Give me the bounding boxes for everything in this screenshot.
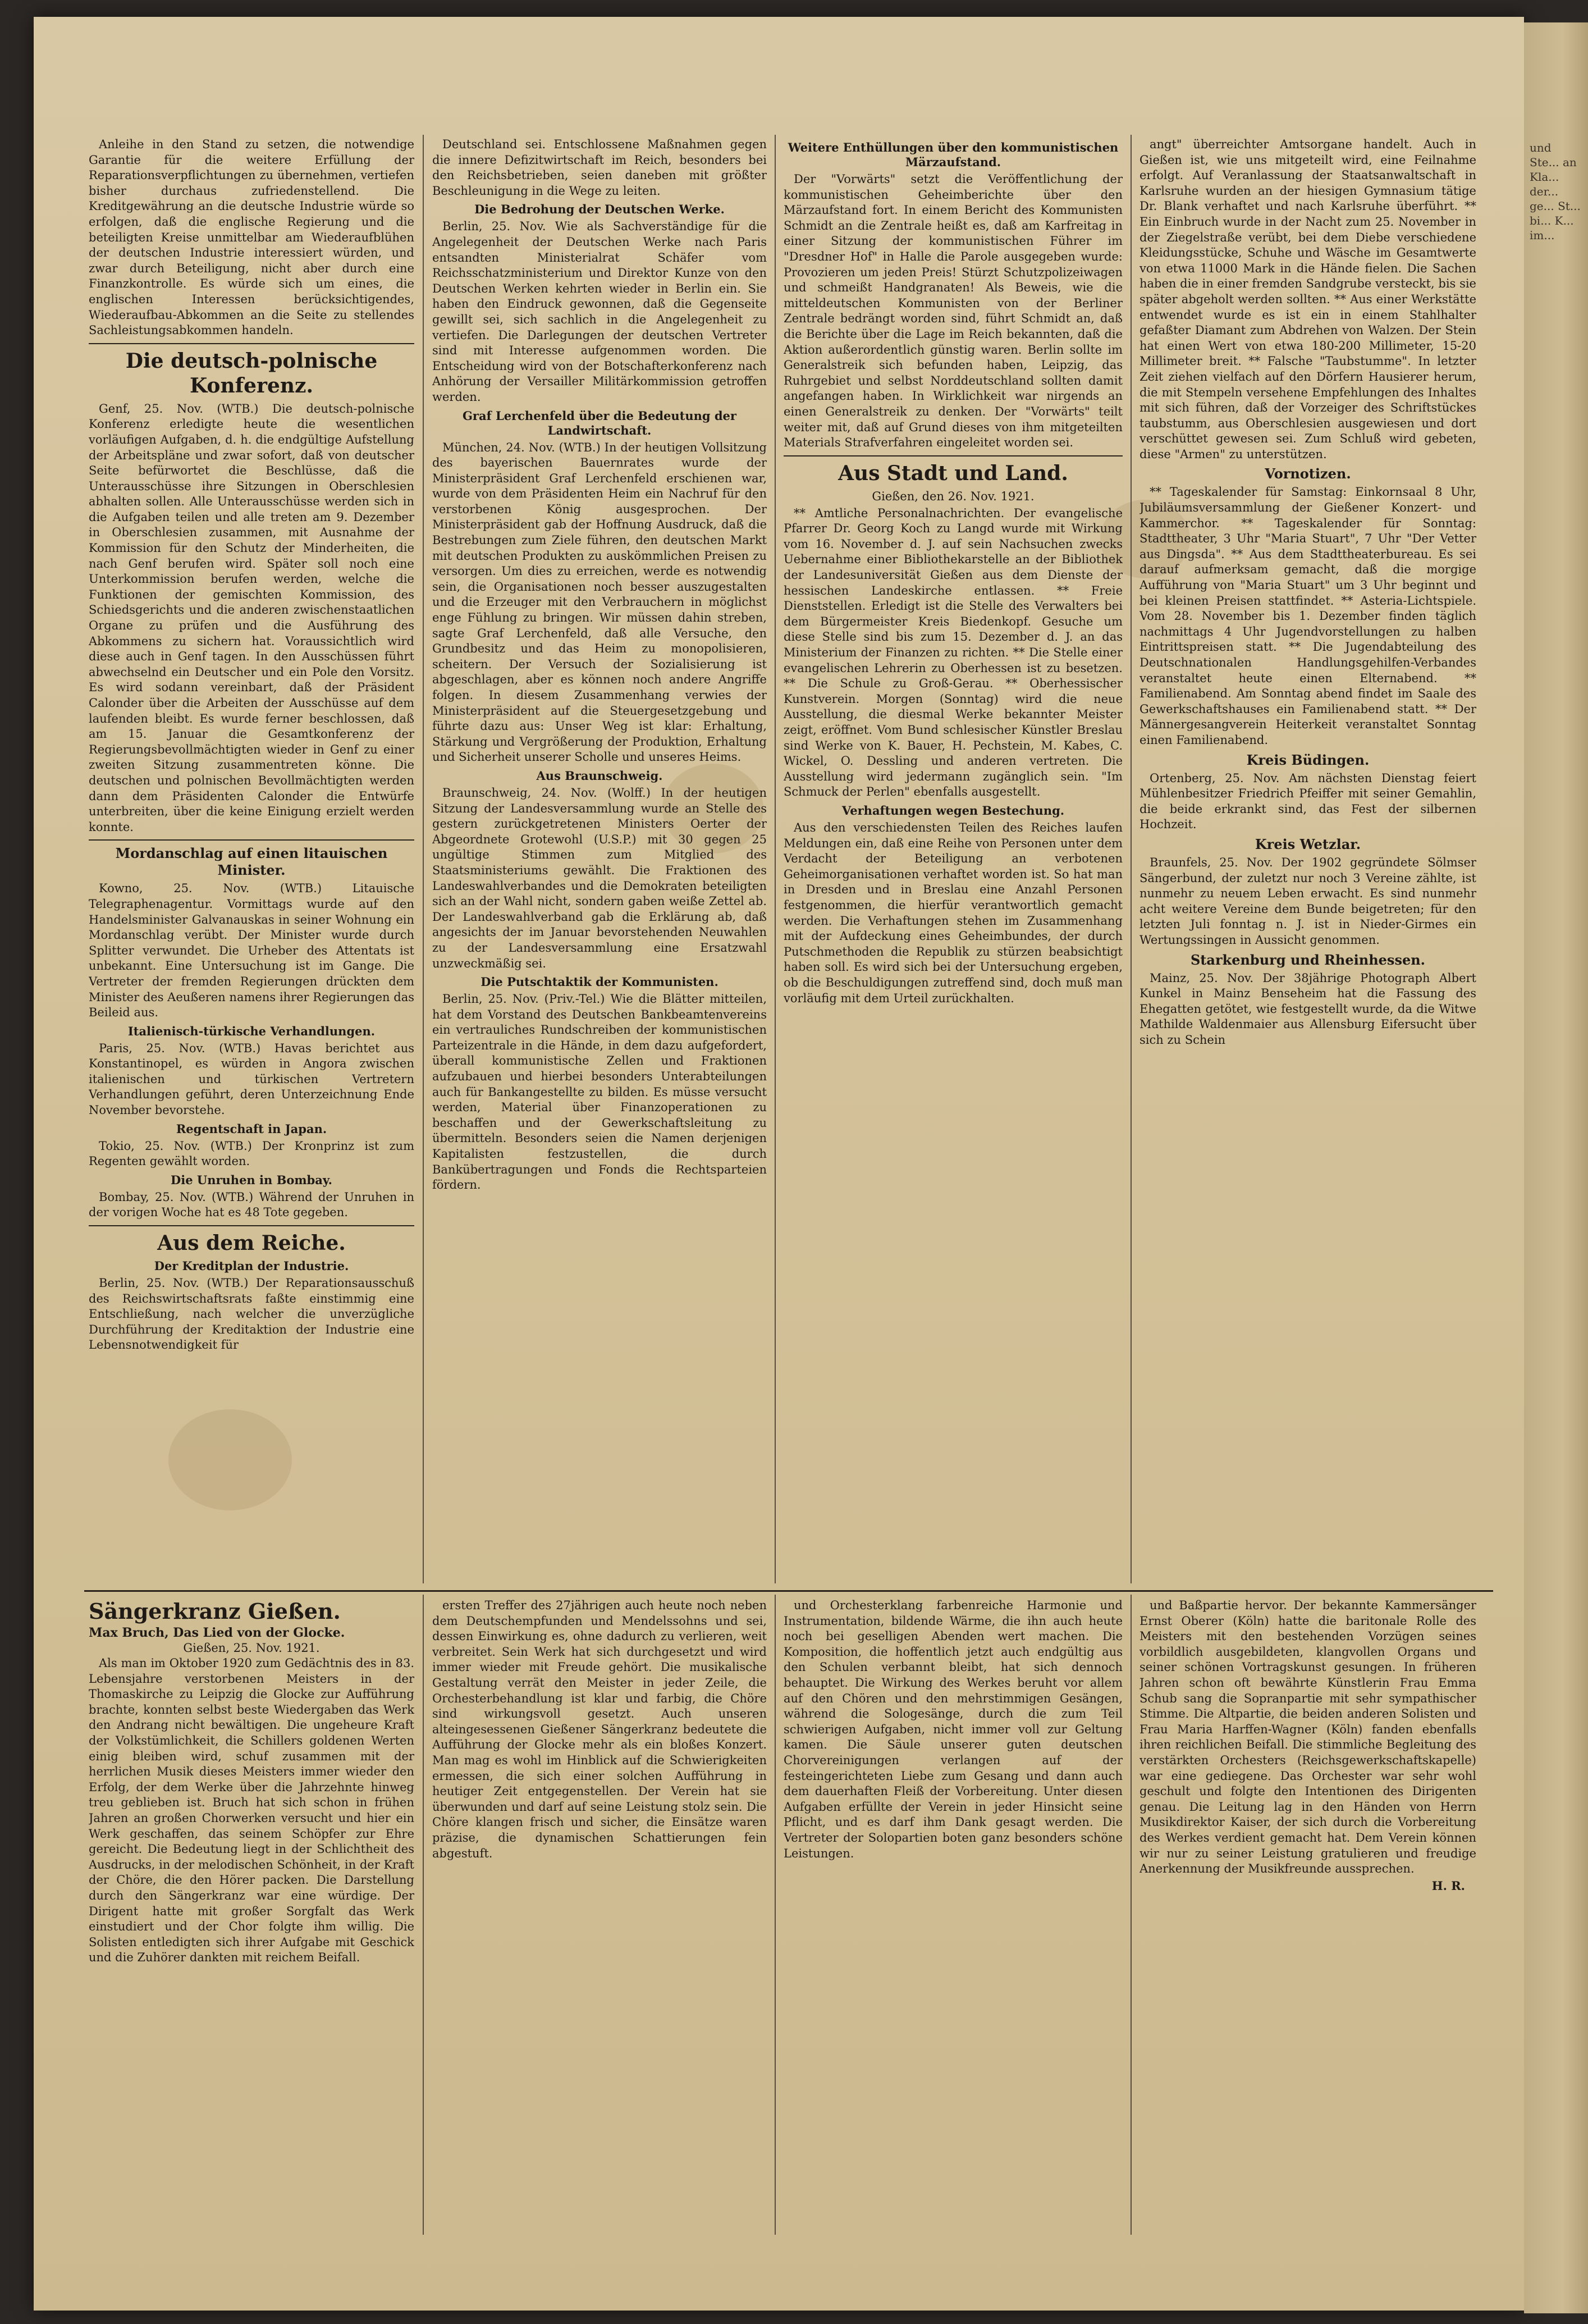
divider — [89, 839, 414, 841]
feuilleton-separator — [84, 1590, 1493, 1592]
article-column-1 — [89, 137, 414, 1586]
article-text: Braunfels, 25. Nov. Der 1902 gegründete Sölmser Sängerbund, der zuletzt nur noch 3 Vereine zählte, ist nunmehr zu neuem Leben erwacht. Es sind nunmehr acht weitere Vereine dem Bunde beigetreten; für den letzten Juli fonntag n. J. ist in Nieder-Girmes ein Wertungssingen in Aussicht genommen. — [1139, 855, 1476, 947]
article-headline: Regentschaft in Japan. — [176, 1121, 327, 1136]
feuilleton-column-2 — [432, 1598, 767, 2238]
article-headline: Verhaftungen wegen Bestechung. — [841, 803, 1065, 818]
divider — [784, 455, 1123, 456]
article-headline: Kreis Büdingen. — [1246, 751, 1370, 768]
article-headline: Die Putschtaktik der Kommunisten. — [480, 975, 719, 989]
article-text: Berlin, 25. Nov. (Priv.-Tel.) Wie die Blätter mitteilen, hat dem Vorstand des Deutschen Bankbeamtenvereins ein vertrauliches Rundschreiben der kommunistischen Parteizentrale in die Hände, in dem dazu aufgefordert, überall kommunistische Zellen und Fraktionen aufzubauen und hierbei besonders Unterabteilungen auch für Bankangestellte zu bilden. Es müsse versucht werden, Material über Finanzoperationen zu beschaffen und der Gewerkschaftsleitung zu übermitteln. Besonders seien die Namen derjenigen Kapitalisten festzustellen, die durch Bankübertragungen und Fonds die Rechtsparteien fördern. — [432, 992, 767, 1192]
article-text: Anleihe in den Stand zu setzen, die notwendige Garantie für die weitere Erfüllung der Reparationsverpflichtungen zu übernehmen, vertiefen bisher durchaus zufriedenstellend. Die Kreditgewährung an die deutsche Industrie würde so erfolgen, daß die englische Regierung und die beteiligten Kreise unmittelbar am Wiederaufblühen der deutschen Industrie interessiert würden, und zwar durch Beteiligung, nicht aber durch eine Finanzkontrolle. Es würde sich um eines, die englischen Interessen berücksichtigendes, Wiederaufbau-Abkommen an die Seite zu stellendes Sachleistungsabkommen handeln. — [89, 138, 414, 337]
article-text: Berlin, 25. Nov. Wie als Sachverständige für die Angelegenheit der Deutschen Werke nach Paris entsandten Ministerialrat Schäfer vom Reichsschatzministerium und Direktor Kunze von den Deutschen Werken kehrten wieder in Berlin ein. Sie haben den Eindruck gewonnen, daß die Gegenseite gewillt sei, sich sachlich in die Angelegenheit zu vertiefen. Die Darlegungen der deutschen Vertreter sind mit Interesse aufgenommen worden. Die Entscheidung wird von der Botschafterkonferenz nach Anhörung der Versailler Militärkommission getroffen werden. — [432, 220, 767, 404]
feuilleton-subtitle: Max Bruch, Das Lied von der Glocke. — [89, 1626, 345, 1640]
article-text: angt" überreichter Amtsorgane handelt. Auch in Gießen ist, wie uns mitgeteilt wird, eine Feilnahme erfolgt. Auf Veranlassung der Staatsanwaltschaft in Karlsruhe wurden an der hiesigen Gymnasium tätige Dr. Blank verhaftet und nach Karlsruhe überführt. ** Ein Einbruch wurde in der Nacht zum 25. November in der Ziegelstraße verübt, bei dem Diebe verschiedene Kleidungsstücke, Schuhe und Wäsche im Gesamtwerte von etwa 11000 Mark in die Hände fielen. Die Sachen haben die in einer fremden Sandgrube versteckt, bis sie später abgeholt werden sollten. ** Aus einer Werkstätte entwendet wurde es ist ein in einem Stahlhalter gefaßter Diamant zum Abdrehen von Walzen. Der Stein hat einen Wert von etwa 180-200 Millimeter, 15-20 Millimeter breit. ** Falsche "Taubstumme". In letzter Zeit ziehen vielfach auf den Dörfern Hausierer herum, die mit Stempeln versehene Empfehlungen des Inhaltes mit sich führen, daß der Vorzeiger des Schriftstückes taubstumm, aus Oberschlesien ausgewiesen und dort verschüttet gewesen sei. Zum Schluß wird gebeten, diese "Armen" zu unterstützen. — [1139, 138, 1476, 461]
article-text: Mainz, 25. Nov. Der 38jährige Photograph Albert Kunkel in Mainz Benseheim hat die Fassung des Ehegatten getötet, wie festgestellt wurde, da die Witwe Mathilde Waldenmaier aus Allensburg Eifersucht über sich zu Schein — [1139, 971, 1476, 1047]
article-headline: Graf Lerchenfeld über die Bedeutung der Landwirtschaft. — [463, 408, 736, 437]
article-text: Aus den verschiedensten Teilen des Reiches laufen Meldungen ein, daß eine Reihe von Personen unter dem Verdacht der Beteiligung an verbotenen Geheimorganisationen verhaftet worden ist. So hat man in Dresden und in Breslau eine Anzahl Personen festgenommen, die hierfür verantwortlich gemacht werden. Die Verhaftungen stehen im Zusammenhang mit der Aufdeckung eines Geheimbundes, der durch Putschmethoden die Republik zu stürzen beabsichtigt haben soll. Es wird sich bei der Untersuchung ergeben, ob die Beschuldigungen zutreffend sind, doch muß man vorläufig mit dem Urteil zurückhalten. — [784, 820, 1123, 1005]
feuilleton-text: und Baßpartie hervor. Der bekannte Kammersänger Ernst Oberer (Köln) hatte die baritonale Rolle des Meisters mit den bestehenden Vorzügen seines vorbildlich ausgebildeten, klangvollen Organs und seiner schönen Vortragskunst gesungen. In früheren Jahren schon oft bewährte Künstlerin Frau Emma Schub sang die Sopranpartie mit sehr sympathischer Stimme. Die Altpartie, die beiden anderen Solisten und Frau Maria Harffen-Wagner (Köln) fanden ebenfalls ihren reichlichen Beifall. Die stimmliche Begleitung des verstärkten Orchesters (Reichsgewerkschaftskapelle) war eine gediegene. Das Orchester war sehr wohl geschult und folgte den Intentionen des Dirigenten genau. Die Leitung lag in den Händen von Herrn Musikdirektor Kaiser, der sich durch die Vorbereitung des Werkes verdient gemacht hat. Dem Verein können wir nur zu seiner Leistung gratulieren und freudige Anerkennung der Musikfreunde aussprechen. — [1139, 1599, 1476, 1876]
feuilleton-text: und Orchesterklang farbenreiche Harmonie und Instrumentation, bildende Wärme, die ihn auch heute noch bei geselligen Abenden wert machen. Die Komposition, die hoffentlich jetzt auch endgültig aus den Schulen verbannt bleibt, hat sich dennoch behauptet. Die Wirkung des Werkes beruht vor allem auf den Chören und den mehrstimmigen Gesängen, während die Sologesänge, durch die zum Teil schwierigen Aufgaben, nicht immer voll zur Geltung kamen. Die Säule unserer guten deutschen Chorvereinigungen verlangen auf der festeingerichteten Liebe zum Gesang und dann auch dem dauerhaften Fleiß der Vorbereitung. Unter diesen Aufgaben erfüllte der Verein in jeder Hinsicht seine Pflicht, und es darf ihm Dank gesagt werden. Die Vertreter der Solopartien boten ganz besonders schöne Leistungen. — [784, 1599, 1123, 1860]
article-text: München, 24. Nov. (WTB.) In der heutigen Vollsitzung des bayerischen Bauernrates wurde der Ministerpräsident Graf Lerchenfeld erschienen war, wurde von dem Präsidenten Heim ein Nachruf für den verstorbenen König ausgesprochen. Der Ministerpräsident gab der Hoffnung Ausdruck, daß die Bestrebungen zum Ziele führen, den deutschen Markt mit deutschen Produkten zu auskömmlichen Preisen zu versorgen. Um dies zu erreichen, werde es notwendig sein, die Organisationen noch besser auszugestalten und die Erzeuger mit den Verbrauchern in möglichst enge Fühlung zu bringen. Wir müssen dahin streben, sagte Graf Lerchenfeld, daß alle Versuche, den Grundbesitz und das Heim zu monopolisieren, scheitern. Der Versuch der Sozialisierung ist abgeschlagen, aber es können noch andere Angriffe folgen. In diesem Zusammenhang verwies der Ministerpräsident auf die Steuergesetzgebung und führte dazu aus: Unser Weg ist klar: Erhaltung, Stärkung und Vergrößerung der Produktion, Erhaltung und Sicherheit unserer Scholle und unseres Heims. — [432, 440, 767, 764]
column-rule — [1131, 1595, 1132, 2235]
article-text: Deutschland sei. Entschlossene Maßnahmen gegen die innere Defizitwirtschaft im Reich, besonders bei den Reichsbetrieben, seien daneben mit größter Beschleunigung in die Wege zu leiten. — [432, 138, 767, 198]
feuilleton-column-3 — [784, 1598, 1123, 2238]
newspaper-page — [34, 17, 1524, 2311]
article-text: Berlin, 25. Nov. (WTB.) Der Reparationsausschuß des Reichswirtschaftsrats faßte einstimmig eine Entschließung, nach welcher die unverzügliche Durchführung der Kreditaktion der Industrie eine Lebensnotwendigkeit für — [89, 1276, 414, 1352]
article-headline: Mordanschlag auf einen litauischen Minister. — [115, 845, 388, 879]
column-rule — [775, 1595, 776, 2235]
article-text: Ortenberg, 25. Nov. Am nächsten Dienstag feiert Mühlenbesitzer Friedrich Pfeiffer mit seiner Gemahlin, die beide erkrankt sind, das Fest der silbernen Hochzeit. — [1139, 771, 1476, 832]
article-text: Kowno, 25. Nov. (WTB.) Litauische Telegraphenagentur. Vormittags wurde auf den Handelsminister Galvanauskas in seiner Wohnung ein Mordanschlag verübt. Der Minister wurde durch Splitter verwundet. Die Urheber des Attentats ist unbekannt. Eine Untersuchung ist im Gange. Die Vertreter der fremden Regierungen drückten dem Minister des Aeußeren namens ihrer Regierungen das Beileid aus. — [89, 882, 414, 1020]
column-rule — [1131, 135, 1132, 1583]
article-headline: Weitere Enthüllungen über den kommunistischen Märzaufstand. — [788, 140, 1119, 169]
section-headline: Aus dem Reiche. — [157, 1231, 346, 1255]
article-column-2 — [432, 137, 767, 1586]
article-text: Der "Vorwärts" setzt die Veröffentlichung der kommunistischen Geheimberichte über den Märzaufstand fort. In einem Bericht des Kommunisten Schmidt an die Zentrale heißt es, daß am Karfreitag in einer Sitzung der kommunistischen Führer im "Dresdner Hof" in Halle die Parole ausgegeben wurde: Provozieren um jeden Preis! Stürzt Schutzpolizeiwagen und schmeißt Handgranaten! Als Beweis, wie die mitteldeutschen Kommunisten von der Berliner Zentrale bedrängt worden sind, führt Schmidt an, daß die Berichte über die Lage im Reich bekannten, daß die Aktion außerordentlich günstig waren. Berlin sollte im Generalstreik sich befunden haben, Leipzig, das Ruhrgebiet und selbst Norddeutschland sollten damit angefangen haben. In Wirklichkeit war nirgends an einen Generalstreik zu denken. Der "Vorwärts" teilt weiter mit, daß auf Grund dieses von ihm mitgeteilten Materials Strafverfahren eingeleitet worden sei. — [784, 172, 1123, 450]
article-text: Paris, 25. Nov. (WTB.) Havas berichtet aus Konstantinopel, es würden in Angora zwischen italienischen und türkischen Vertretern Verhandlungen geführt, deren Unterzeichnung Ende November bevorstehe. — [89, 1041, 414, 1117]
column-rule — [423, 135, 424, 1583]
article-headline: Aus Braunschweig. — [536, 768, 663, 783]
dateline: Gießen, 25. Nov. 1921. — [183, 1641, 320, 1655]
feuilleton-title: Sängerkranz Gießen. — [89, 1599, 341, 1624]
column-rule — [423, 1595, 424, 2235]
article-column-3 — [784, 137, 1123, 1586]
article-headline: Die Unruhen in Bombay. — [171, 1172, 332, 1187]
article-text: ** Tageskalender für Samstag: Einkornsaal 8 Uhr, Jubiläumsversammlung der Gießener Konzert- und Kammerchor. ** Tageskalender für Sonntag: Stadttheater, 3 Uhr "Maria Stuart", 7 Uhr "Der Vetter aus Dingsda". ** Aus dem Stadttheaterbureau. Es sei darauf aufmerksam gemacht, daß die morgige Aufführung von "Maria Stuart" um 3 Uhr beginnt und bei kleinen Preisen stattfindet. ** Asteria-Lichtspiele. Vom 28. November bis 1. Dezember finden täglich nachmittags 4 Uhr Jugendvorstellungen zu halben Eintrittspreisen statt. ** Die Jugendabteilung des Deutschnationalen Handlungsgehilfen-Verbandes veranstaltet heute einen Elternabend. ** Familienabend. Am Sonntag abend findet im Saale des Gewerkschaftshauses ein Familienabend statt. ** Der Männergesangverein Heiterkeit veranstaltet Sonntag einen Familienabend. — [1139, 485, 1476, 747]
article-headline: Der Kreditplan der Industrie. — [154, 1259, 349, 1273]
article-text: ** Amtliche Personalnachrichten. Der evangelische Pfarrer Dr. Georg Koch zu Langd wurde mit Wirkung vom 16. November d. J. auf sein Nachsuchen zwecks Uebernahme einer Bibliothekarstelle an der Bibliothek der Landesuniversität Gießen aus dem Dienste der hessischen Landeskirche entlassen. ** Freie Dienststellen. Erledigt ist die Stelle des Verwalters bei dem Bürgermeister Kreis Biedenkopf. Gesuche um diese Stelle sind bis zum 15. Dezember d. J. an das Ministerium der Finanzen zu richten. ** Die Stelle einer evangelischen Lehrerin zu Oberhessen ist zu besetzen. ** Die Schule zu Groß-Gerau. ** Oberhessischer Kunstverein. Morgen (Sonntag) wird die neue Ausstellung, die diesmal Werke bekannter Meister zeigt, eröffnet. Vom Bund schlesischer Künstler Breslau sind Werke von K. Bauer, H. Pechstein, M. Kabes, C. Wickel, O. Dessling und anderen vertreten. Die Ausstellung wird jedermann zugänglich sein. "Im Schmuck der Perlen" ebenfalls ausgestellt. — [784, 506, 1123, 799]
adjacent-page-edge — [1524, 22, 1588, 2313]
divider — [89, 343, 414, 344]
feuilleton-text: ersten Treffer des 27jährigen auch heute noch neben dem Deutschempfunden und Mendelssohns und sei, dessen Einwirkung es, ohne dadurch zu verlieren, weit verbreitet. Sein Werk hat sich durchgesetzt und wird immer wieder mit Freude gehört. Die musikalische Gestaltung verrät den Meister in jeder Zeile, die Orchesterbehandlung ist klar und farbig, die Chöre sind wirkungsvoll gesetzt. Auch unseren alteingesessenen Gießener Sängerkranz bedeutete die Aufführung der Glocke mehr als ein bloßes Konzert. Man mag es wohl im Hinblick auf die Schwierigkeiten ermessen, die sich einer solchen Aufführung in heutiger Zeit entgegenstellen. Der Verein hat sie überwunden und darf auf seine Leistung stolz sein. Die Chöre klangen frisch und sicher, die Einsätze waren präzise, die dynamischen Schattierungen fein abgestuft. — [432, 1599, 767, 1860]
article-headline: Starkenburg und Rheinhessen. — [1190, 951, 1426, 968]
feuilleton-column-4 — [1139, 1598, 1476, 2238]
article-headline: Die Bedrohung der Deutschen Werke. — [474, 202, 725, 217]
article-text: Tokio, 25. Nov. (WTB.) Der Kronprinz ist zum Regenten gewählt worden. — [89, 1139, 414, 1168]
feuilleton-text: Als man im Oktober 1920 zum Gedächtnis des in 83. Lebensjahre verstorbenen Meisters in der Thomaskirche zu Leipzig die Glocke zur Aufführung brachte, konnten selbst beste Wiedergaben das Werk den Andrang nicht bewältigen. Die ungeheure Kraft der Volkstümlichkeit, die Schillers goldenen Werten einig bleiben wird, schuf zusammen mit der herrlichen Musik dieses Meisters immer wieder den Erfolg, der dem Werke über die Jahrzehnte hinweg treu geblieben ist. Bruch hat sich schon in frühen Jahren an großen Chorwerken versucht und hier ein Werk geschaffen, das seinem Schöpfer zur Ehre gereicht. Die Bedeutung liegt in der Schlichtheit des Ausdrucks, in der melodischen Schönheit, in der Kraft der Chöre, die den Hörer packen. Die Darstellung durch den Sängerkranz war eine würdige. Der Dirigent hatte mit großer Sorgfalt das Werk einstudiert und der Chor folgte ihm willig. Die Solisten entledigten sich ihrer Aufgabe mit Geschick und die Zuhörer dankten mit reichem Beifall. — [89, 1656, 414, 1965]
article-column-4 — [1139, 137, 1476, 1586]
article-headline: Vornotizen. — [1265, 465, 1351, 482]
article-text: Genf, 25. Nov. (WTB.) Die deutsch-polnische Konferenz erledigte heute die wesentlichen vorläufigen Aufgaben, d. h. die endgültige Aufstellung der Arbeitspläne und zwar sofort, daß von deutscher Seite befürwortet die Beschlüsse, daß die Unterausschüsse ihre Sitzungen in Oberschlesien abhalten sollen. Alle Unterausschüsse werden sich in die Aufgaben teilen und alle treten am 9. Dezember in Oberschlesien zusammen, mit Ausnahme der Kommission für den Schutz der Minderheiten, die nach Genf berufen wird. Später soll noch eine Unterkommission berufen werden, welche die Funktionen der gemischten Kommission, des Schiedsgerichts und die anderen zwischenstaatlichen Organe zu prüfen und die Ausführung des Abkommens zu sichern hat. Voraussichtlich wird diese auch in Genf tagen. In den Ausschüssen führt abwechselnd ein Deutscher und ein Pole den Vorsitz. Es wird sodann vereinbart, daß der Präsident Calonder über die Arbeiten der Ausschüsse auf dem laufenden bleibt. Es wurde ferner beschlossen, daß am 15. Januar die Gesamtkonferenz der Regierungsbevollmächtigten wieder in Genf zu einer zweiten Sitzung zusammentreten könne. Die deutschen und polnischen Bevollmächtigten werden dann dem Präsidenten Calonder die Entwürfe unterbreiten, über die keine Einigung erzielt werden konnte. — [89, 401, 414, 834]
feuilleton-column-1 — [89, 1598, 414, 2238]
divider — [89, 1225, 414, 1226]
article-headline: Italienisch-türkische Verhandlungen. — [127, 1024, 376, 1038]
author-signature: H. R. — [1431, 1878, 1465, 1893]
article-headline: Die deutsch-polnische Konferenz. — [125, 349, 378, 398]
dateline: Gießen, den 26. Nov. 1921. — [872, 489, 1035, 503]
section-headline: Aus Stadt und Land. — [838, 461, 1068, 485]
article-text: Bombay, 25. Nov. (WTB.) Während der Unruhen in der vorigen Woche hat es 48 Tote gegeben. — [89, 1190, 414, 1220]
edge-text-fragment: und Ste... an Kla... der... ge... St... bi... K... im... — [1530, 141, 1581, 242]
article-headline: Kreis Wetzlar. — [1255, 835, 1361, 852]
column-rule — [775, 135, 776, 1583]
article-text: Braunschweig, 24. Nov. (Wolff.) In der heutigen Sitzung der Landesversammlung wurde an Stelle des gestern zurückgetretenen Ministers Oerter der Abgeordnete Grotewohl (U.S.P.) mit 30 gegen 25 ungültige Stimmen zum Mitglied des Staatsministeriums gewählt. Die Fraktionen des Landeswahlverbandes und die Demokraten beteiligten sich an der Wahl nicht, sondern gaben weiße Zettel ab. Der Landeswahlverband gab die Erklärung ab, daß angesichts der im Januar bevorstehenden Neuwahlen zu der Landesversammlung eine Ersatzwahl unzweckmäßig sei. — [432, 786, 767, 970]
